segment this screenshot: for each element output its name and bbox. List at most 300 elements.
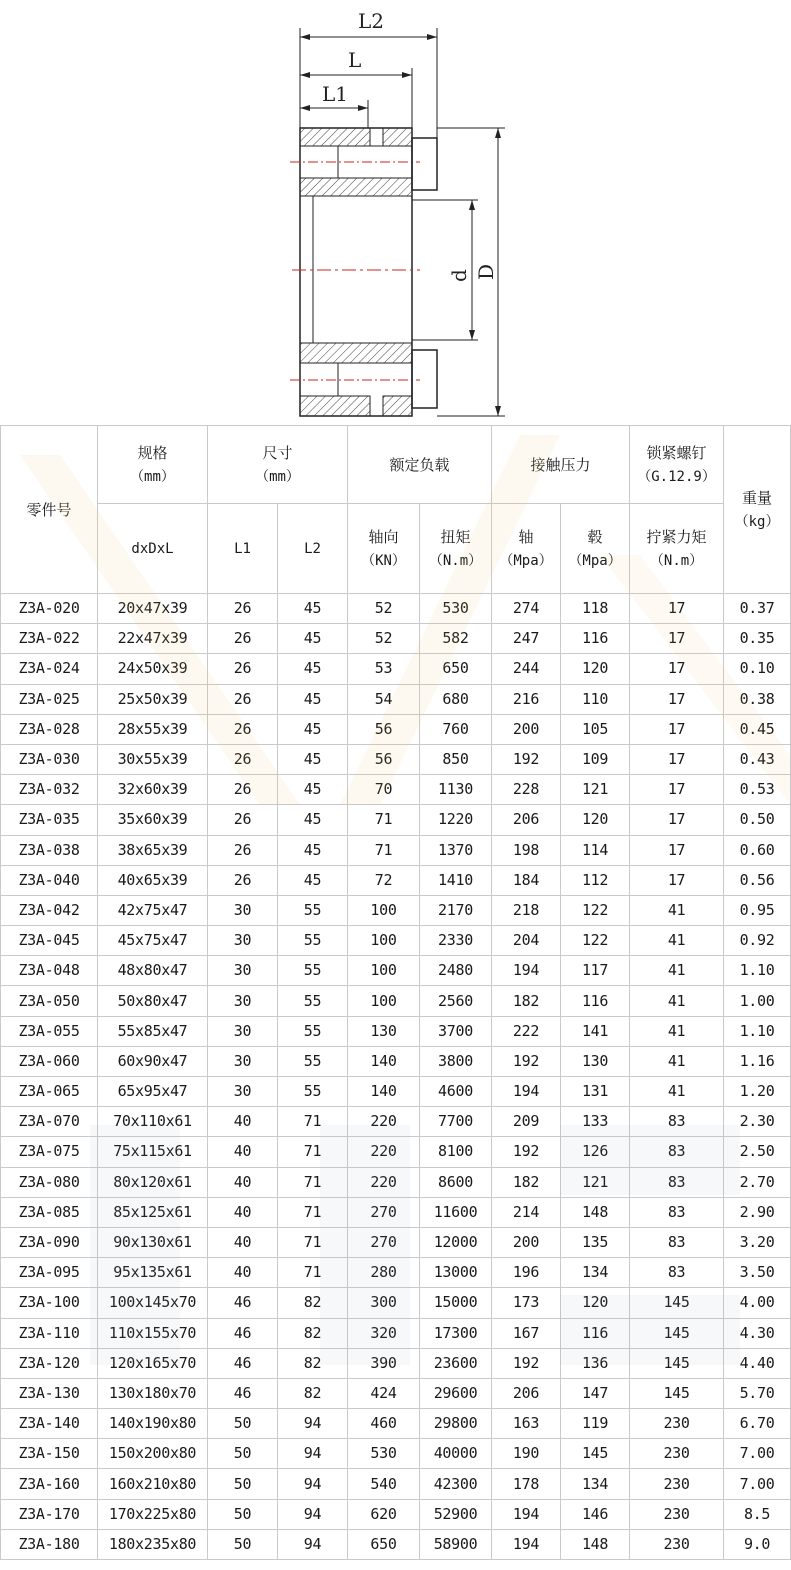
cell-weight: 0.43 — [724, 744, 791, 774]
cell-weight: 4.30 — [724, 1318, 791, 1348]
cell-l1: 26 — [208, 835, 278, 865]
cell-part-no: Z3A-080 — [1, 1167, 98, 1197]
cell-l2: 82 — [278, 1348, 348, 1378]
cell-weight: 1.00 — [724, 986, 791, 1016]
cell-axial: 390 — [348, 1348, 420, 1378]
cell-tighten-torque: 230 — [630, 1499, 724, 1529]
cell-weight: 0.95 — [724, 895, 791, 925]
cell-l1: 26 — [208, 654, 278, 684]
table-row — [1, 835, 791, 865]
cell-spec: 70x110x61 — [98, 1107, 208, 1137]
cell-l1: 46 — [208, 1378, 278, 1408]
cell-weight: 2.90 — [724, 1197, 791, 1227]
cell-torque: 582 — [420, 624, 492, 654]
cell-part-no: Z3A-028 — [1, 714, 98, 744]
cell-axial: 270 — [348, 1227, 420, 1257]
cell-l2: 55 — [278, 1016, 348, 1046]
cell-l2: 82 — [278, 1288, 348, 1318]
cell-axial: 52 — [348, 594, 420, 624]
cell-tighten-torque: 17 — [630, 594, 724, 624]
cell-part-no: Z3A-085 — [1, 1197, 98, 1227]
cell-spec: 20x47x39 — [98, 594, 208, 624]
table-row — [1, 1107, 791, 1137]
cell-l1: 50 — [208, 1439, 278, 1469]
table-row — [1, 654, 791, 684]
cell-l2: 55 — [278, 956, 348, 986]
cell-part-no: Z3A-032 — [1, 775, 98, 805]
cell-shaft: 209 — [492, 1107, 561, 1137]
cell-weight: 7.00 — [724, 1469, 791, 1499]
cell-shaft: 214 — [492, 1197, 561, 1227]
cell-shaft: 194 — [492, 1077, 561, 1107]
cell-weight: 8.5 — [724, 1499, 791, 1529]
cell-l1: 30 — [208, 1077, 278, 1107]
table-row — [1, 1348, 791, 1378]
cell-torque: 52900 — [420, 1499, 492, 1529]
cell-l2: 55 — [278, 1046, 348, 1076]
header-shaft: 轴 （Mpa） — [492, 504, 561, 594]
cell-shaft: 192 — [492, 1137, 561, 1167]
table-row — [1, 1529, 791, 1559]
table-row — [1, 624, 791, 654]
cell-axial: 56 — [348, 744, 420, 774]
cell-weight: 9.0 — [724, 1529, 791, 1559]
cell-weight: 0.35 — [724, 624, 791, 654]
cell-part-no: Z3A-020 — [1, 594, 98, 624]
cell-axial: 540 — [348, 1469, 420, 1499]
cell-hub: 134 — [561, 1469, 630, 1499]
cell-hub: 141 — [561, 1016, 630, 1046]
cell-torque: 23600 — [420, 1348, 492, 1378]
cell-tighten-torque: 83 — [630, 1227, 724, 1257]
cell-tighten-torque: 145 — [630, 1348, 724, 1378]
table-row — [1, 895, 791, 925]
cell-axial: 270 — [348, 1197, 420, 1227]
cell-torque: 40000 — [420, 1439, 492, 1469]
cell-part-no: Z3A-160 — [1, 1469, 98, 1499]
cell-shaft: 200 — [492, 714, 561, 744]
cell-hub: 121 — [561, 1167, 630, 1197]
cell-tighten-torque: 83 — [630, 1137, 724, 1167]
cell-spec: 42x75x47 — [98, 895, 208, 925]
cell-spec: 160x210x80 — [98, 1469, 208, 1499]
cell-shaft: 167 — [492, 1318, 561, 1348]
cell-axial: 650 — [348, 1529, 420, 1559]
cell-tighten-torque: 41 — [630, 926, 724, 956]
cell-spec: 80x120x61 — [98, 1167, 208, 1197]
table-row — [1, 1439, 791, 1469]
cell-axial: 620 — [348, 1499, 420, 1529]
cell-l2: 45 — [278, 775, 348, 805]
cell-tighten-torque: 230 — [630, 1409, 724, 1439]
cell-torque: 8600 — [420, 1167, 492, 1197]
cell-tighten-torque: 145 — [630, 1378, 724, 1408]
cell-l2: 94 — [278, 1529, 348, 1559]
table-row — [1, 1499, 791, 1529]
cell-part-no: Z3A-170 — [1, 1499, 98, 1529]
dimension-d-label: d — [447, 269, 471, 282]
cell-spec: 55x85x47 — [98, 1016, 208, 1046]
table-row — [1, 1227, 791, 1257]
cell-l2: 45 — [278, 594, 348, 624]
cell-torque: 17300 — [420, 1318, 492, 1348]
cell-torque: 1220 — [420, 805, 492, 835]
cell-hub: 114 — [561, 835, 630, 865]
cell-hub: 147 — [561, 1378, 630, 1408]
table-row — [1, 865, 791, 895]
table-row — [1, 1318, 791, 1348]
cell-spec: 90x130x61 — [98, 1227, 208, 1257]
cell-shaft: 228 — [492, 775, 561, 805]
cell-hub: 105 — [561, 714, 630, 744]
cell-tighten-torque: 41 — [630, 986, 724, 1016]
cell-l2: 71 — [278, 1107, 348, 1137]
cell-hub: 148 — [561, 1529, 630, 1559]
cell-part-no: Z3A-040 — [1, 865, 98, 895]
cell-l1: 26 — [208, 805, 278, 835]
cell-hub: 136 — [561, 1348, 630, 1378]
cell-l2: 82 — [278, 1378, 348, 1408]
cell-l2: 94 — [278, 1439, 348, 1469]
cell-axial: 53 — [348, 654, 420, 684]
cell-part-no: Z3A-055 — [1, 1016, 98, 1046]
cell-torque: 3800 — [420, 1046, 492, 1076]
dimension-l1-label: L1 — [322, 82, 349, 106]
cell-hub: 120 — [561, 805, 630, 835]
header-part-no: 零件号 — [1, 426, 98, 594]
cell-tighten-torque: 83 — [630, 1258, 724, 1288]
header-weight: 重量 （kg） — [724, 426, 791, 594]
cell-torque: 3700 — [420, 1016, 492, 1046]
cell-torque: 1410 — [420, 865, 492, 895]
cell-torque: 680 — [420, 684, 492, 714]
cell-spec: 48x80x47 — [98, 956, 208, 986]
cell-spec: 140x190x80 — [98, 1409, 208, 1439]
cell-tighten-torque: 17 — [630, 805, 724, 835]
cell-hub: 120 — [561, 1288, 630, 1318]
cell-axial: 530 — [348, 1439, 420, 1469]
cell-spec: 180x235x80 — [98, 1529, 208, 1559]
cell-weight: 3.50 — [724, 1258, 791, 1288]
table-row — [1, 1137, 791, 1167]
cell-l1: 26 — [208, 865, 278, 895]
cell-axial: 130 — [348, 1016, 420, 1046]
cell-l1: 46 — [208, 1288, 278, 1318]
cell-part-no: Z3A-120 — [1, 1348, 98, 1378]
cell-l2: 71 — [278, 1258, 348, 1288]
cell-shaft: 200 — [492, 1227, 561, 1257]
cell-part-no: Z3A-038 — [1, 835, 98, 865]
cell-l2: 45 — [278, 805, 348, 835]
cell-part-no: Z3A-045 — [1, 926, 98, 956]
cell-tighten-torque: 17 — [630, 714, 724, 744]
cell-spec: 22x47x39 — [98, 624, 208, 654]
cell-axial: 140 — [348, 1077, 420, 1107]
cell-l1: 26 — [208, 594, 278, 624]
cell-spec: 110x155x70 — [98, 1318, 208, 1348]
cell-shaft: 190 — [492, 1439, 561, 1469]
cell-axial: 100 — [348, 956, 420, 986]
cell-axial: 300 — [348, 1288, 420, 1318]
cell-torque: 1370 — [420, 835, 492, 865]
cell-weight: 0.92 — [724, 926, 791, 956]
cell-spec: 170x225x80 — [98, 1499, 208, 1529]
table-row — [1, 684, 791, 714]
cell-tighten-torque: 41 — [630, 895, 724, 925]
cell-part-no: Z3A-060 — [1, 1046, 98, 1076]
cell-l2: 55 — [278, 895, 348, 925]
header-rated-load: 额定负载 — [348, 426, 492, 504]
dimension-D-label: D — [474, 263, 498, 280]
cell-shaft: 192 — [492, 1046, 561, 1076]
table-row — [1, 1197, 791, 1227]
cell-shaft: 184 — [492, 865, 561, 895]
header-size: 尺寸 （mm） — [208, 426, 348, 504]
cell-l1: 30 — [208, 1046, 278, 1076]
cell-hub: 117 — [561, 956, 630, 986]
cell-axial: 320 — [348, 1318, 420, 1348]
cell-l1: 50 — [208, 1529, 278, 1559]
cell-weight: 1.16 — [724, 1046, 791, 1076]
cell-torque: 650 — [420, 654, 492, 684]
cell-part-no: Z3A-065 — [1, 1077, 98, 1107]
cell-l2: 55 — [278, 926, 348, 956]
cell-torque: 2170 — [420, 895, 492, 925]
cell-hub: 135 — [561, 1227, 630, 1257]
cell-axial: 460 — [348, 1409, 420, 1439]
cell-tighten-torque: 145 — [630, 1318, 724, 1348]
cell-weight: 5.70 — [724, 1378, 791, 1408]
cell-shaft: 222 — [492, 1016, 561, 1046]
cell-tighten-torque: 17 — [630, 865, 724, 895]
cell-weight: 0.38 — [724, 684, 791, 714]
cell-hub: 116 — [561, 624, 630, 654]
cell-axial: 56 — [348, 714, 420, 744]
cell-spec: 28x55x39 — [98, 714, 208, 744]
cell-spec: 50x80x47 — [98, 986, 208, 1016]
table-row — [1, 1016, 791, 1046]
cell-l1: 40 — [208, 1197, 278, 1227]
cell-hub: 134 — [561, 1258, 630, 1288]
cell-spec: 100x145x70 — [98, 1288, 208, 1318]
cell-l2: 45 — [278, 835, 348, 865]
cell-shaft: 194 — [492, 1499, 561, 1529]
cell-axial: 71 — [348, 805, 420, 835]
cell-l2: 45 — [278, 714, 348, 744]
cell-axial: 140 — [348, 1046, 420, 1076]
table-row — [1, 1258, 791, 1288]
cell-weight: 0.53 — [724, 775, 791, 805]
cell-weight: 2.70 — [724, 1167, 791, 1197]
cell-torque: 2560 — [420, 986, 492, 1016]
cell-part-no: Z3A-022 — [1, 624, 98, 654]
cell-shaft: 173 — [492, 1288, 561, 1318]
cell-l2: 55 — [278, 986, 348, 1016]
table-row — [1, 956, 791, 986]
cell-shaft: 206 — [492, 1378, 561, 1408]
cell-l1: 50 — [208, 1499, 278, 1529]
cell-shaft: 204 — [492, 926, 561, 956]
cell-torque: 15000 — [420, 1288, 492, 1318]
cell-axial: 220 — [348, 1167, 420, 1197]
cell-l2: 45 — [278, 744, 348, 774]
cell-l2: 55 — [278, 1077, 348, 1107]
cell-torque: 8100 — [420, 1137, 492, 1167]
cell-shaft: 194 — [492, 1529, 561, 1559]
cell-hub: 110 — [561, 684, 630, 714]
cell-l2: 45 — [278, 624, 348, 654]
cell-spec: 120x165x70 — [98, 1348, 208, 1378]
cell-part-no: Z3A-070 — [1, 1107, 98, 1137]
cell-shaft: 192 — [492, 744, 561, 774]
cell-part-no: Z3A-095 — [1, 1258, 98, 1288]
cell-shaft: 218 — [492, 895, 561, 925]
cell-part-no: Z3A-110 — [1, 1318, 98, 1348]
cell-tighten-torque: 145 — [630, 1288, 724, 1318]
cell-torque: 42300 — [420, 1469, 492, 1499]
cell-l2: 82 — [278, 1318, 348, 1348]
cell-shaft: 244 — [492, 654, 561, 684]
cell-shaft: 274 — [492, 594, 561, 624]
cell-l1: 50 — [208, 1469, 278, 1499]
cell-tighten-torque: 83 — [630, 1197, 724, 1227]
cell-spec: 60x90x47 — [98, 1046, 208, 1076]
cell-torque: 7700 — [420, 1107, 492, 1137]
table-row — [1, 744, 791, 774]
table-row — [1, 1378, 791, 1408]
cell-hub: 148 — [561, 1197, 630, 1227]
cell-spec: 65x95x47 — [98, 1077, 208, 1107]
table-row — [1, 805, 791, 835]
cell-part-no: Z3A-024 — [1, 654, 98, 684]
cell-l1: 40 — [208, 1107, 278, 1137]
cell-tighten-torque: 83 — [630, 1107, 724, 1137]
cell-weight: 6.70 — [724, 1409, 791, 1439]
cell-spec: 25x50x39 — [98, 684, 208, 714]
cell-part-no: Z3A-140 — [1, 1409, 98, 1439]
cell-spec: 85x125x61 — [98, 1197, 208, 1227]
cell-l2: 94 — [278, 1409, 348, 1439]
cell-part-no: Z3A-048 — [1, 956, 98, 986]
header-torque: 扭矩 （N.m） — [420, 504, 492, 594]
cell-weight: 0.10 — [724, 654, 791, 684]
cell-shaft: 216 — [492, 684, 561, 714]
cell-l1: 30 — [208, 956, 278, 986]
cell-axial: 280 — [348, 1258, 420, 1288]
cell-tighten-torque: 41 — [630, 1077, 724, 1107]
cell-torque: 530 — [420, 594, 492, 624]
header-screw: 锁紧螺钉 （G.12.9） — [630, 426, 724, 504]
cell-weight: 0.45 — [724, 714, 791, 744]
cell-hub: 119 — [561, 1409, 630, 1439]
cell-torque: 13000 — [420, 1258, 492, 1288]
cell-torque: 58900 — [420, 1529, 492, 1559]
cell-l2: 94 — [278, 1499, 348, 1529]
cell-hub: 122 — [561, 895, 630, 925]
header-contact-pressure: 接触压力 — [492, 426, 630, 504]
cell-l1: 26 — [208, 775, 278, 805]
cell-hub: 145 — [561, 1439, 630, 1469]
cell-hub: 116 — [561, 986, 630, 1016]
table-row — [1, 926, 791, 956]
cell-torque: 1130 — [420, 775, 492, 805]
table-row — [1, 775, 791, 805]
cell-spec: 32x60x39 — [98, 775, 208, 805]
cell-part-no: Z3A-042 — [1, 895, 98, 925]
table-row — [1, 1077, 791, 1107]
cell-torque: 850 — [420, 744, 492, 774]
cell-tighten-torque: 17 — [630, 654, 724, 684]
cell-l2: 45 — [278, 865, 348, 895]
cell-shaft: 192 — [492, 1348, 561, 1378]
cell-axial: 52 — [348, 624, 420, 654]
cell-l1: 26 — [208, 684, 278, 714]
cell-shaft: 178 — [492, 1469, 561, 1499]
cell-hub: 122 — [561, 926, 630, 956]
dimension-l2-label: L2 — [358, 9, 385, 33]
cell-l1: 26 — [208, 714, 278, 744]
cell-torque: 760 — [420, 714, 492, 744]
cell-torque: 4600 — [420, 1077, 492, 1107]
cell-l1: 30 — [208, 986, 278, 1016]
cell-torque: 29800 — [420, 1409, 492, 1439]
cell-tighten-torque: 41 — [630, 1016, 724, 1046]
cell-weight: 0.60 — [724, 835, 791, 865]
cell-axial: 72 — [348, 865, 420, 895]
table-row — [1, 1046, 791, 1076]
table-row — [1, 1167, 791, 1197]
cell-weight: 0.37 — [724, 594, 791, 624]
cell-hub: 112 — [561, 865, 630, 895]
cell-torque: 29600 — [420, 1378, 492, 1408]
cell-l2: 45 — [278, 654, 348, 684]
cell-weight: 2.30 — [724, 1107, 791, 1137]
cell-tighten-torque: 230 — [630, 1529, 724, 1559]
cell-spec: 45x75x47 — [98, 926, 208, 956]
table-body — [1, 594, 791, 1560]
cell-l1: 40 — [208, 1137, 278, 1167]
header-hub: 毂 （Mpa） — [561, 504, 630, 594]
cell-axial: 220 — [348, 1137, 420, 1167]
cell-part-no: Z3A-100 — [1, 1288, 98, 1318]
cell-axial: 71 — [348, 835, 420, 865]
cell-spec: 95x135x61 — [98, 1258, 208, 1288]
cross-section-drawing — [0, 0, 791, 425]
cell-l1: 30 — [208, 895, 278, 925]
cell-part-no: Z3A-050 — [1, 986, 98, 1016]
cell-weight: 0.56 — [724, 865, 791, 895]
cell-shaft: 182 — [492, 1167, 561, 1197]
cell-shaft: 198 — [492, 835, 561, 865]
header-dxdxl: dxDxL — [98, 504, 208, 594]
cell-l1: 40 — [208, 1167, 278, 1197]
cell-weight: 1.10 — [724, 1016, 791, 1046]
cell-shaft: 247 — [492, 624, 561, 654]
cell-part-no: Z3A-075 — [1, 1137, 98, 1167]
table-row — [1, 594, 791, 624]
cell-tighten-torque: 230 — [630, 1439, 724, 1469]
cell-spec: 35x60x39 — [98, 805, 208, 835]
cell-part-no: Z3A-090 — [1, 1227, 98, 1257]
spec-table — [0, 425, 791, 1560]
cell-axial: 100 — [348, 986, 420, 1016]
cell-l1: 50 — [208, 1409, 278, 1439]
cell-hub: 121 — [561, 775, 630, 805]
cell-torque: 2480 — [420, 956, 492, 986]
cell-tighten-torque: 230 — [630, 1469, 724, 1499]
cell-part-no: Z3A-130 — [1, 1378, 98, 1408]
cell-weight: 4.00 — [724, 1288, 791, 1318]
